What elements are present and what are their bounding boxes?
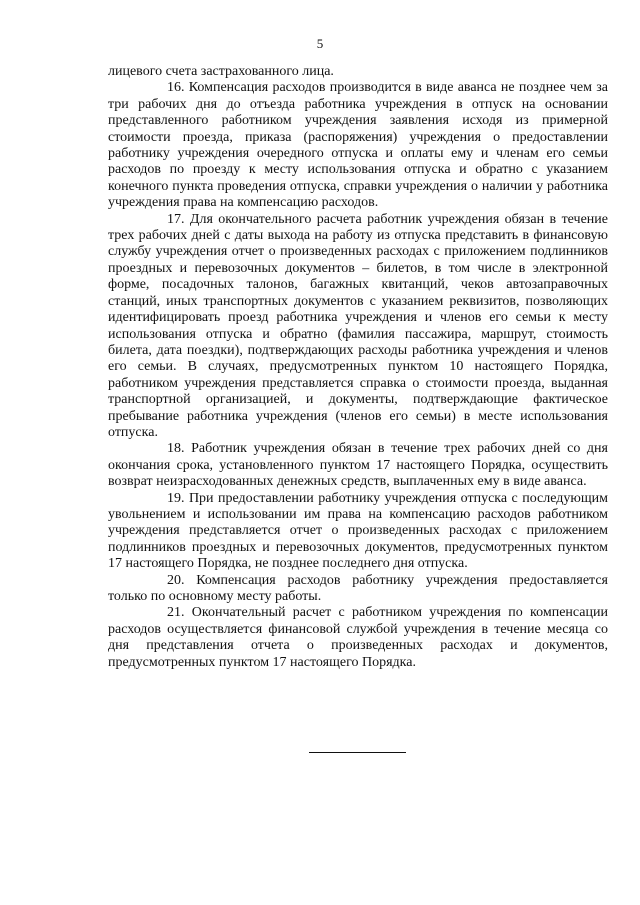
paragraph-16: 16. Компенсация расходов производится в виде аванса не позднее чем за три рабочих дня до отъезда работника учреждения в отпуск на основании представленного работником учреждения заявления исходя из примерной стоимости проезда, приказа (распоряжения) учреждения о предоставлении работнику учреждения очередного отпуска и оплаты ему и членам его семьи расходов по проезду к месту использования отпуска и обратно с указанием конечного пункта проведения отпуска, справки учреждения о наличии у работника учреждения права на компенсацию расходов. [108, 80, 608, 211]
paragraph-20: 20. Компенсация расходов работнику учреждения предоставляется только по основному месту работы. [108, 572, 608, 604]
paragraph-17: 17. Для окончательного расчета работник учреждения обязан в течение трех рабочих дней с даты выхода на работу из отпуска представить в финансовую службу учреждения отчет о произведенных расходах с приложением подлинников проездных и перевозочных документов – билетов, в том числе в электронной форме, посадочных талонов, багажных квитанций, чеков автозаправочных станций, иных транспортных документов с указанием реквизитов, позволяющих идентифицировать проезд работника учреждения и членов его семьи к месту использования отпуска и обратно (фамилия пассажира, маршрут, стоимость билета, дата поездки), подтверждающих расходы работника учреждения и членов его семьи. В случаях, предусмотренных пунктом 10 настоящего Порядка, работником учреждения представляется справка о стоимости проезда, выданная транспортной организацией, и документы, подтверждающие фактическое пребывание работника учреждения (членов его семьи) в месте использования отпуска. [108, 211, 608, 440]
document-body [108, 64, 608, 671]
end-of-document-rule [309, 752, 406, 753]
paragraph-19: 19. При предоставлении работнику учреждения отпуска с последующим увольнением и использовании им права на компенсацию расходов работником учреждения представляется отчет о произведенных расходах с приложением подлинников проездных и перевозочных документов, предусмотренных пунктом 17 настоящего Порядка, не позднее последнего дня отпуска. [108, 490, 608, 572]
paragraph-18: 18. Работник учреждения обязан в течение трех рабочих дней со дня окончания срока, установленного пунктом 17 настоящего Порядка, осуществить возврат неизрасходованных денежных средств, выплаченных ему в виде аванса. [108, 441, 608, 490]
paragraph-continuation: лицевого счета застрахованного лица. [108, 64, 334, 79]
page-number: 5 [316, 36, 324, 51]
paragraph-21: 21. Окончательный расчет с работником учреждения по компенсации расходов осуществляется финансовой службой учреждения в течение месяца со дня представления отчета о произведенных расходах и документов, предусмотренных пунктом 17 настоящего Порядка. [108, 605, 608, 670]
